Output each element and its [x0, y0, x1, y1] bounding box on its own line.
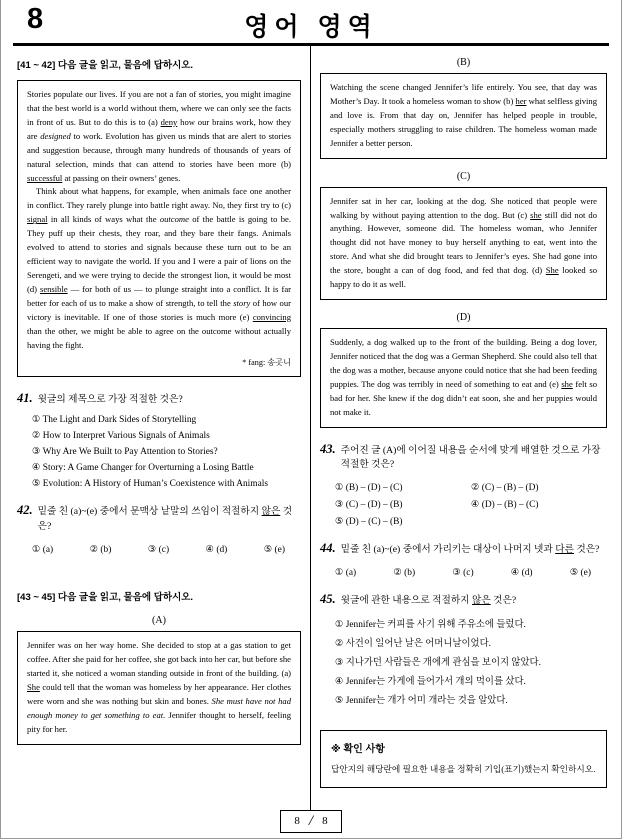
question-43-prompt: 주어진 글 (A)에 이어질 내용을 순서에 맞게 배열한 것으로 가장 적절한 것은?: [340, 444, 601, 471]
question-41-choices: [32, 414, 301, 489]
confirmation-notice-box: [320, 730, 607, 788]
question-42-head: [17, 503, 301, 534]
question-42: [17, 503, 301, 555]
section-43-45-header: [43 ~ 45] 다음 글을 읽고, 물음에 답하시오.: [17, 592, 194, 604]
q41-choice-5: ⑤ Evolution: A History of Human’s Coexistence with Animals: [32, 479, 268, 490]
question-43-choices: [335, 482, 607, 527]
q44-choice-5: ⑤ (e): [569, 568, 591, 579]
footer-total-pages: 8: [322, 815, 328, 828]
page-number: 8: [27, 3, 44, 35]
q43-choice-1: ① (B) – (D) – (C): [335, 482, 403, 493]
q44-choice-2: ② (b): [393, 568, 416, 579]
q45-choice-1: ① Jennifer는 커피를 사기 위해 주유소에 들렀다.: [335, 619, 526, 630]
q45-choice-5: ⑤ Jennifer는 개가 어미 개라는 것을 알았다.: [335, 695, 508, 706]
passage-label-D: (D): [456, 312, 471, 324]
page-title: 영어 영역: [244, 13, 378, 41]
page-footer: [1, 810, 621, 834]
q44-choice-1: ① (a): [335, 568, 357, 579]
question-41-head: [17, 391, 301, 408]
q41-choice-4: ④ Story: A Game Changer for Overturning a Losing Battle: [32, 463, 254, 474]
right-column: [311, 46, 609, 814]
q41-choice-3: ③ Why Are We Built to Pay Attention to Stories?: [32, 447, 218, 458]
passage-footnote: * fang: 송곳니: [242, 357, 291, 367]
passage-41-42-box: [17, 80, 301, 377]
question-43-number: 43.: [320, 441, 336, 456]
content-columns: [13, 46, 609, 814]
notice-body: 답안지의 해당란에 필요한 내용을 정확히 기입(표기)했는지 확인하시오.: [331, 763, 596, 774]
q44-choice-4: ④ (d): [510, 568, 533, 579]
passage-paragraph-1: Stories populate our lives. If you are not a fan of stories, you might imagine that the best world is a world without them, where we can only see the facts in front of us. But to do this is to (a) deny how our brains work, how they are designed to work. Evolution has given us minds that are alert to stories and suggestion because, through many hundreds of thousands of years of natural selection, minds that can attend to stories have been more (b) successful at passing on their owners’ genes.: [27, 89, 292, 183]
passage-label-C: (C): [456, 170, 471, 182]
q41-choice-1: ① The Light and Dark Sides of Storytelling: [32, 415, 197, 426]
question-42-number: 42.: [17, 503, 33, 518]
q42-choice-1: ① (a): [32, 545, 54, 556]
passage-C-text: Jennifer sat in her car, looking at the dog. She noticed that people were walking by without paying attention to the dog. But (c) she still did not do anything. However, someone did. The homeless woman, who Jennifer thought did not have money to buy herself anything to eat, went into the store. And what she did brought tears to Jennifer’s eyes. She had gone into the store, bought a can of dog food, and fed that dog. (d) She looked so happy to do it as well.: [330, 195, 597, 290]
passage-A-box: [17, 631, 301, 744]
q45-choice-2: ② 사건이 일어난 날은 어머니날이었다.: [335, 638, 491, 649]
q42-choice-5: ⑤ (e): [263, 545, 285, 556]
passage-B-text: Watching the scene changed Jennifer’s life entirely. You see, that day was Mother’s Day. It took a homeless woman to show (b) her what selfless giving and love is. From that day on, Jennifer has helped people in trouble, especially mothers struggling to raise children. The homeless woman made Jennifer a better person.: [330, 82, 597, 148]
q41-choice-2: ② How to Interpret Various Signals of Animals: [32, 431, 210, 442]
passage-label-A: (A): [152, 615, 166, 627]
question-43: [320, 442, 607, 527]
question-44-number: 44.: [320, 540, 336, 555]
question-43-head: [320, 442, 607, 473]
passage-label-B: (B): [456, 57, 471, 68]
question-44-head: [320, 541, 607, 558]
passage-D-text: Suddenly, a dog walked up to the front of the building. Being a dog lover, Jennifer noticed that the dog was a German Shepherd. She could also tell that the dog was a mother, because anyone could notice that she had been feeding puppies. The dog was terribly in need of something to eat and (e) she felt so bad for her. She knew if the dog didn’t eat soon, she and her puppies would not make it.: [330, 337, 597, 417]
q43-choice-4: ④ (D) – (B) – (C): [471, 499, 539, 510]
passage-B-box: [320, 73, 607, 159]
question-44: [320, 541, 607, 579]
q43-choice-3: ③ (C) – (D) – (B): [335, 499, 403, 510]
question-45-choices: [335, 616, 607, 706]
q45-choice-3: ③ 지나가던 사람들은 개에게 관심을 보이지 않았다.: [335, 657, 541, 668]
question-45-number: 45.: [320, 592, 336, 607]
passage-C-box: [320, 187, 607, 300]
q43-choice-2: ② (C) – (B) – (D): [471, 482, 539, 493]
question-41-number: 41.: [17, 390, 33, 405]
left-column: [13, 46, 311, 814]
question-42-prompt: 밑줄 친 (a)~(e) 중에서 문맥상 낱말의 쓰임이 적절하지 않은 것은?: [37, 506, 293, 532]
question-45-prompt: 윗글에 관한 내용으로 적절하지 않은 것은?: [340, 595, 517, 607]
notice-title: ※ 확인 사항: [331, 743, 385, 755]
q45-choice-4: ④ Jennifer는 가게에 들어가서 개의 먹이를 샀다.: [335, 676, 526, 687]
question-44-choices: [335, 567, 591, 578]
passage-D-box: [320, 328, 607, 428]
question-42-choices: [32, 544, 285, 555]
question-44-prompt: 밑줄 친 (a)~(e) 중에서 가리키는 대상이 나머지 넷과 다른 것은?: [340, 543, 600, 555]
question-45-head: [320, 592, 607, 609]
page-indicator: [280, 810, 341, 834]
passage-paragraph-2: Think about what happens, for example, when animals face one another in conflict. They rarely plunge into battle right away. No, they first try to (c) signal in all kinds of ways what the outcome of the battle is going to be. They puff up their chests, they roar, and they bare their fangs. Animals evolved to attend to stories and signals because these turn out to be an efficient way to navigate the world. If you and I were a pair of lions on the Serengeti, and we were trying to decide the strongest lion, it would be most (d) sensible — for both of us — to plunge straight into a conflict. It is far better for each of us to make a show of strength, to tell the story of how our victory is inevitable. If one of those stories is much more (e) convincing than the other, we might be able to agree on the outcome without actually having the fight.: [27, 186, 291, 350]
page-header: [1, 0, 621, 40]
section-41-42-header: [41 ~ 42] 다음 글을 읽고, 물음에 답하시오.: [17, 60, 194, 71]
q42-choice-4: ④ (d): [205, 545, 228, 556]
q42-choice-3: ③ (c): [147, 545, 170, 556]
question-45: [320, 592, 607, 706]
footer-slash: /: [308, 812, 314, 829]
q44-choice-3: ③ (c): [452, 568, 474, 579]
passage-A-text: Jennifer was on her way home. She decided to stop at a gas station to get coffee. After she paid for her coffee, she got back into her car, but before she started it, she noticed a woman standing outside in front of the building. (a) She could tell that the woman was homeless by her appearance. Her clothes were worn and she was nothing but skin and bones. She must have not had enough money to get something to eat. Jennifer thought to herself, feeling pity for her.: [27, 640, 291, 734]
footer-current-page: 8: [294, 815, 300, 828]
question-41: [17, 391, 301, 490]
question-41-prompt: 윗글의 제목으로 가장 적절한 것은?: [37, 393, 183, 405]
q42-choice-2: ② (b): [89, 545, 112, 556]
q43-choice-5: ⑤ (D) – (C) – (B): [335, 516, 403, 527]
